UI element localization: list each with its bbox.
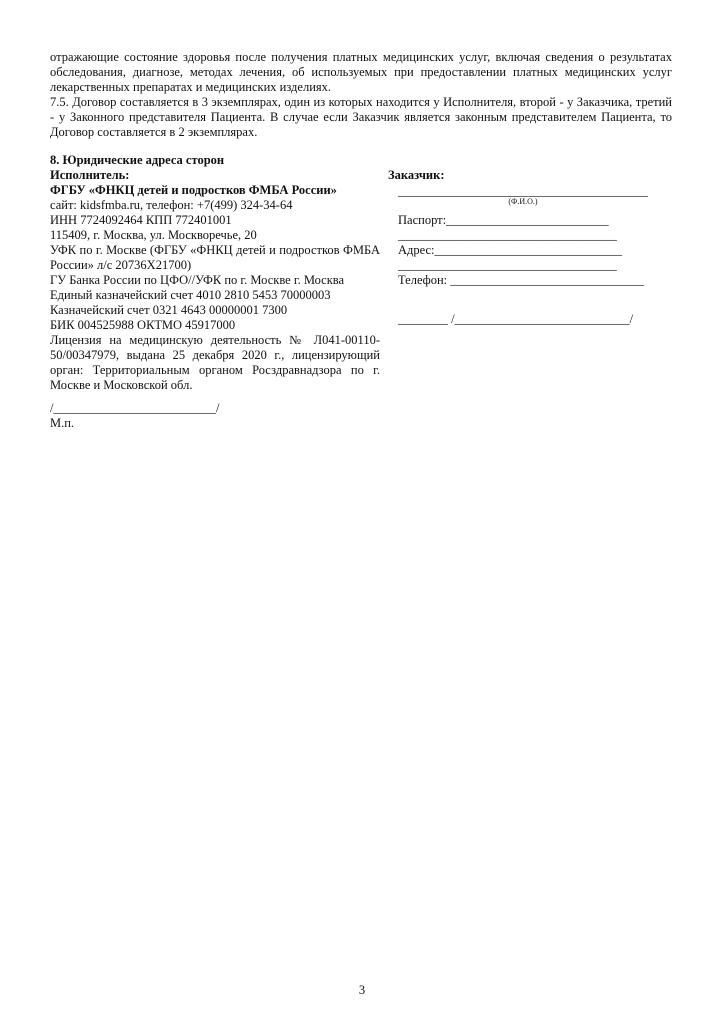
customer-address-row bbox=[398, 243, 672, 258]
contractor-role-label: Исполнитель: bbox=[50, 168, 130, 182]
contractor-unified-treasury-account: Единый казначейский счет 4010 2810 5453 70000003 bbox=[50, 288, 331, 302]
customer-fio-caption: (Ф.И.О.) bbox=[508, 197, 538, 206]
customer-passport-label: Паспорт: bbox=[398, 213, 447, 227]
contractor-ufk-account: УФК по г. Москве (ФГБУ «ФНКЦ детей и подростков ФМБА России» л/с 20736X21700) bbox=[50, 243, 380, 272]
contractor-bank: ГУ Банка России по ЦФО//УФК по г. Москве г. Москва bbox=[50, 273, 345, 287]
contractor-inn-kpp: ИНН 7724092464 КПП 772401001 bbox=[50, 213, 232, 227]
customer-passport-blank-2: ___________________________________ bbox=[398, 228, 617, 242]
page-number: 3 bbox=[358, 983, 366, 997]
customer-column bbox=[388, 168, 672, 327]
contractor-column bbox=[50, 168, 380, 431]
contractor-name: ФГБУ «ФНКЦ детей и подростков ФМБА России» bbox=[50, 183, 337, 197]
customer-address-label: Адрес: bbox=[398, 243, 435, 257]
contractor-bik-oktmo: БИК 004525988 ОКТМО 45917000 bbox=[50, 318, 236, 332]
contractor-treasury-account: Казначейский счет 0321 4643 00000001 7300 bbox=[50, 303, 288, 317]
customer-signature-blank: ________ /____________________________/ bbox=[398, 312, 634, 326]
customer-phone-blank: _______________________________ bbox=[447, 273, 645, 287]
paragraph-continuation: отражающие состояние здоровья после получения платных медицинских услуг, включая сведения о результатах обследования, диагнозе, методах лечения, об используемых при предоставлении платных медицинских услуг лекарственных препаратах и медицинских изделиях. bbox=[50, 50, 672, 94]
contractor-license: Лицензия на медицинскую деятельность № Л041-00110-50/00347979, выдана 25 декабря 2020 г., лицензирующий орган: Территориальным органом Росздравнадзора по г. Москве и Московской обл. bbox=[50, 333, 380, 392]
contractor-stamp-label: М.п. bbox=[50, 416, 75, 430]
customer-address-blank-2: ___________________________________ bbox=[398, 258, 617, 272]
contractor-signature-line: /__________________________/ bbox=[50, 401, 220, 415]
contractor-website-phone: сайт: kidsfmba.ru, телефон: +7(499) 324-34-64 bbox=[50, 198, 293, 212]
customer-address-blank: ______________________________ bbox=[434, 243, 623, 257]
customer-phone-label: Телефон: bbox=[398, 273, 448, 287]
customer-passport-blank: __________________________ bbox=[446, 213, 609, 227]
section-8-heading: 8. Юридические адреса сторон bbox=[50, 153, 225, 167]
customer-role-label: Заказчик: bbox=[388, 168, 445, 182]
customer-passport-row bbox=[398, 213, 672, 228]
customer-fio-blank: ________________________________________ bbox=[398, 184, 648, 198]
paragraph-clause-7-5: 7.5. Договор составляется в 3 экземплярах, один из которых находится у Исполнителя, второй - у Заказчика, третий - у Законного представителя Пациента. В случае если Заказчик является законным представителем Пациента, то Договор составляется в 2 экземплярах. bbox=[50, 95, 672, 139]
contractor-address: 115409, г. Москва, ул. Москворечье, 20 bbox=[50, 228, 257, 242]
legal-addresses-columns bbox=[50, 168, 672, 431]
customer-phone-row bbox=[398, 273, 672, 288]
customer-fields bbox=[388, 185, 672, 327]
